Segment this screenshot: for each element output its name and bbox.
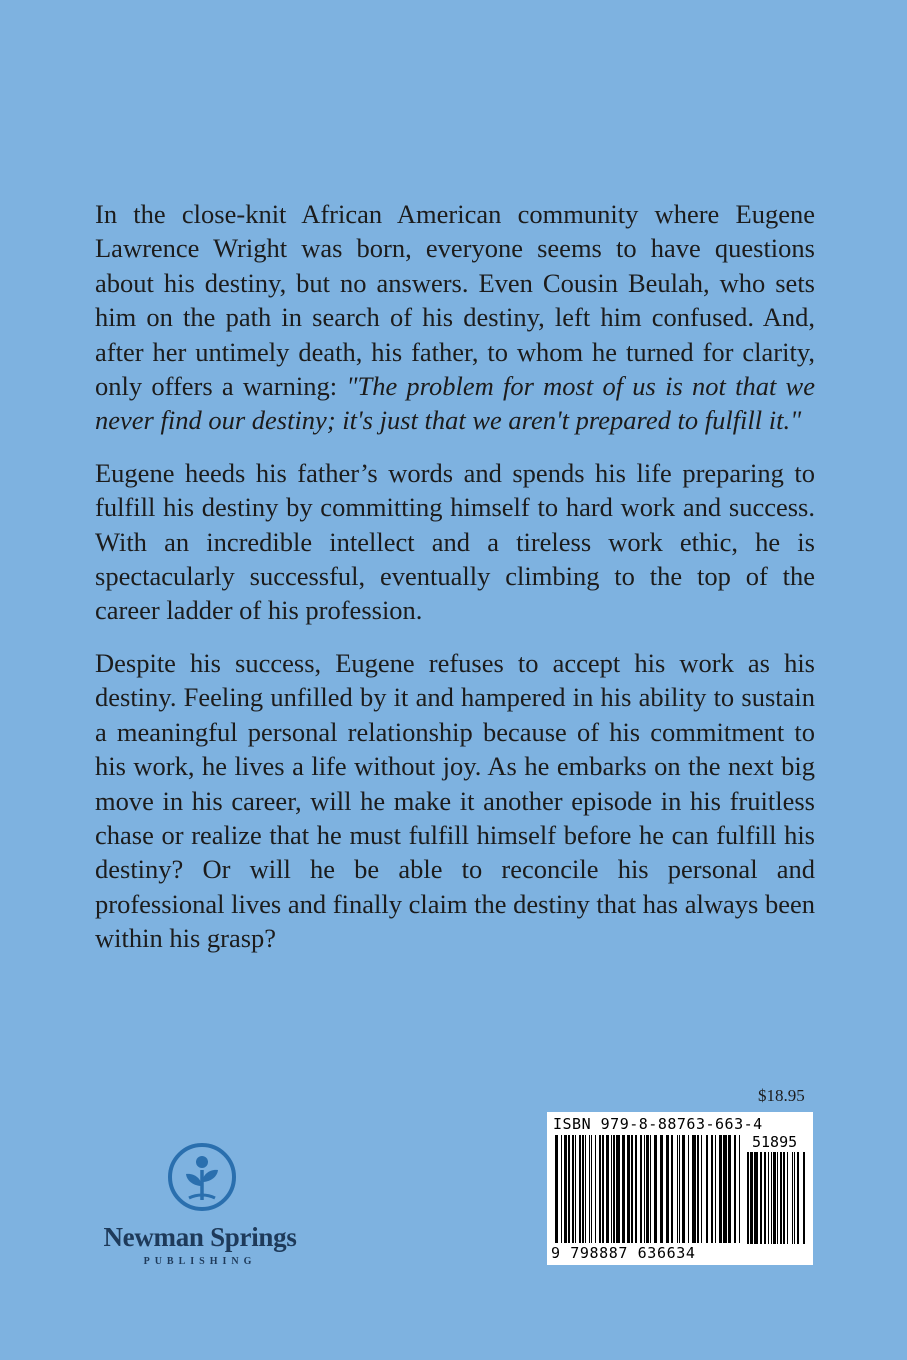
publisher-name: Newman Springs [103, 1222, 297, 1252]
ean-digits: 9 798887 636634 [551, 1244, 696, 1262]
blurb-paragraph-1 [95, 197, 815, 438]
price-label: $18.95 [758, 1086, 805, 1105]
barcode-price-code: 51895 [752, 1133, 798, 1151]
sprout-in-circle-icon [167, 1142, 237, 1212]
blurb-p1-quote: "The problem for most of us is not that we never find our destiny; it's just that we aren't prepared to fulfill it." [95, 371, 815, 436]
isbn-label: ISBN 979-8-88763-663-4 [553, 1115, 763, 1133]
blurb-paragraph-3: Despite his success, Eugene refuses to accept his work as his destiny. Feeling unfilled by it and hampered in his ability to sustain a meaningful personal relationship because of his commitment to his work, he lives a life without joy. As he embarks on the next big move in his career, will he make it another episode in his fruitless chase or realize that he must fulfill himself before he can fulfill his destiny? Or will he be able to reconcile his personal and professional lives and finally claim the destiny that has always been within his grasp? [95, 647, 815, 954]
isbn-barcode [547, 1112, 813, 1265]
blurb-p1-text: In the close-knit African American community where Eugene Lawrence Wright was born, everyone seems to have questions about his destiny, but no answers. Even Cousin Beulah, who sets him on the path in search of his destiny, left him confused. And, after her untimely death, his father, to whom he turned for clarity, only offers a warning: [95, 199, 815, 402]
addon-barcode-bars [747, 1152, 807, 1245]
back-cover-blurb [95, 197, 815, 974]
publisher-tagline: PUBLISHING [143, 1256, 257, 1267]
blurb-paragraph-2: Eugene heeds his father’s words and spends his life preparing to fulfill his destiny by committing himself to hard work and success. With an incredible intellect and a tireless work ethic, he is spectacularly successful, eventually climbing to the top of the career ladder of his profession. [95, 457, 815, 626]
ean-barcode-bars [555, 1135, 745, 1245]
publisher-logo [95, 1142, 305, 1272]
